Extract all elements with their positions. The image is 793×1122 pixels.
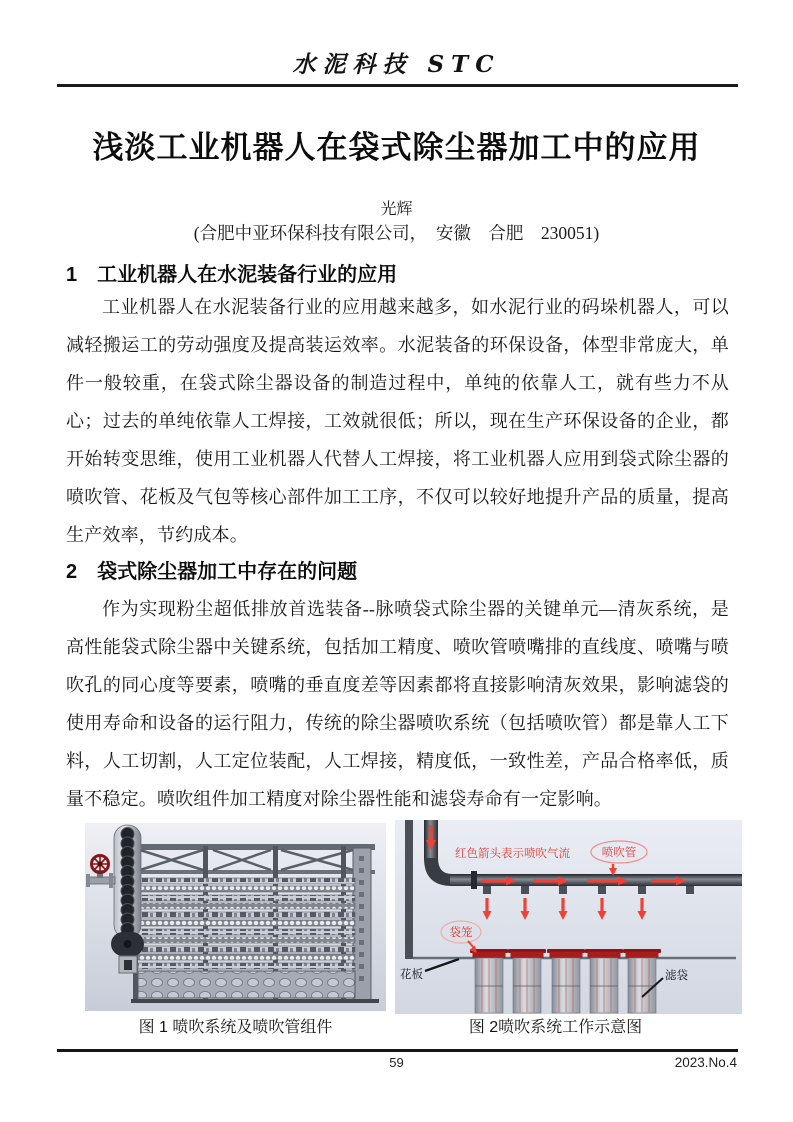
nozzle bbox=[521, 886, 529, 894]
nozzle bbox=[559, 886, 567, 894]
figure-1-image bbox=[85, 820, 386, 1014]
filter-bags bbox=[470, 949, 661, 1013]
affiliation: (合肥中亚环保科技有限公司， 安徽 合肥 230051) bbox=[193, 223, 600, 243]
airflow-note-label: 红色箭头表示喷吹气流 bbox=[455, 848, 570, 860]
bag-cage-label: 袋笼 bbox=[449, 927, 473, 939]
section-2-heading: 2 袋式除尘器加工中存在的问题 bbox=[66, 561, 358, 583]
figure-1-caption: 图 1 喷吹系统及喷吹管组件 bbox=[138, 1019, 333, 1036]
filter-bag bbox=[547, 949, 585, 1013]
filter-bag bbox=[623, 949, 661, 1013]
blow-pipe-rows bbox=[138, 878, 355, 969]
lower-panel bbox=[138, 971, 355, 998]
figure-2 bbox=[395, 820, 742, 1019]
tube-sheet-label: 花板 bbox=[400, 969, 423, 981]
footer-rule bbox=[57, 1049, 738, 1052]
section-2-paragraph: 作为实现粉尘超低排放首选装备--脉喷袋式除尘器的关键单元—清灰系统，是高性能袋式除尘器中关键系统，包括加工精度、喷吹管喷嘴排的直线度、喷嘴与喷吹孔的同心度等要素，喷嘴的垂直度差等因素都将直接影响清灰效果，影响滤袋的使用寿命和设备的运行阻力，传统的除尘器喷吹系统（包括喷吹管）都是靠人工下料，人工切割，人工定位装配，人工焊接，精度低，一致性差，产品合格率低，质量不稳定。喷吹组件加工精度对除尘器性能和滤袋寿命有一定影响。 bbox=[66, 599, 729, 809]
paper-title: 浅淡工业机器人在袋式除尘器加工中的应用 bbox=[92, 130, 701, 165]
figure-1 bbox=[85, 820, 386, 1019]
issue-number: 2023.No.4 bbox=[674, 1055, 737, 1070]
figure-2-caption: 图 2喷吹系统工作示意图 bbox=[468, 1019, 643, 1036]
section-1-heading: 1 工业机器人在水泥装备行业的应用 bbox=[66, 264, 398, 286]
filter-bag-label: 滤袋 bbox=[665, 970, 688, 982]
nozzle bbox=[638, 886, 646, 894]
figure-2-image bbox=[395, 820, 742, 1014]
nozzle bbox=[598, 886, 606, 894]
nozzle bbox=[483, 886, 491, 894]
header-rule bbox=[57, 84, 738, 87]
nozzle bbox=[686, 886, 694, 894]
section-1-paragraph: 工业机器人在水泥装备行业的应用越来越多，如水泥行业的码垛机器人，可以减轻搬运工的劳动强度及提高装运效率。水泥装备的环保设备，体型非常庞大，单件一般较重，在袋式除尘器设备的制造过程中，单纯的依靠人工，就有些力不从心；过去的单纯依靠人工焊接，工效就很低；所以，现在生产环保设备的企业，都开始转变思维，使用工业机器人代替人工焊接，将工业机器人应用到袋式除尘器的喷吹管、花板及气包等核心部件加工工序，不仅可以较好地提升产品的质量，提高生产效率，节约成本。 bbox=[66, 297, 729, 545]
blow-pipe-label: 喷吹管 bbox=[601, 847, 637, 859]
filter-bag bbox=[470, 949, 508, 1013]
page-number: 59 bbox=[389, 1055, 404, 1070]
journal-title: 水泥科技 STC bbox=[292, 51, 501, 78]
housing-wall bbox=[405, 820, 413, 959]
author-name: 光辉 bbox=[380, 201, 413, 218]
filter-bag bbox=[508, 949, 546, 1013]
air-tank bbox=[111, 825, 144, 973]
filter-bag bbox=[585, 949, 623, 1013]
base-beam bbox=[131, 999, 379, 1003]
